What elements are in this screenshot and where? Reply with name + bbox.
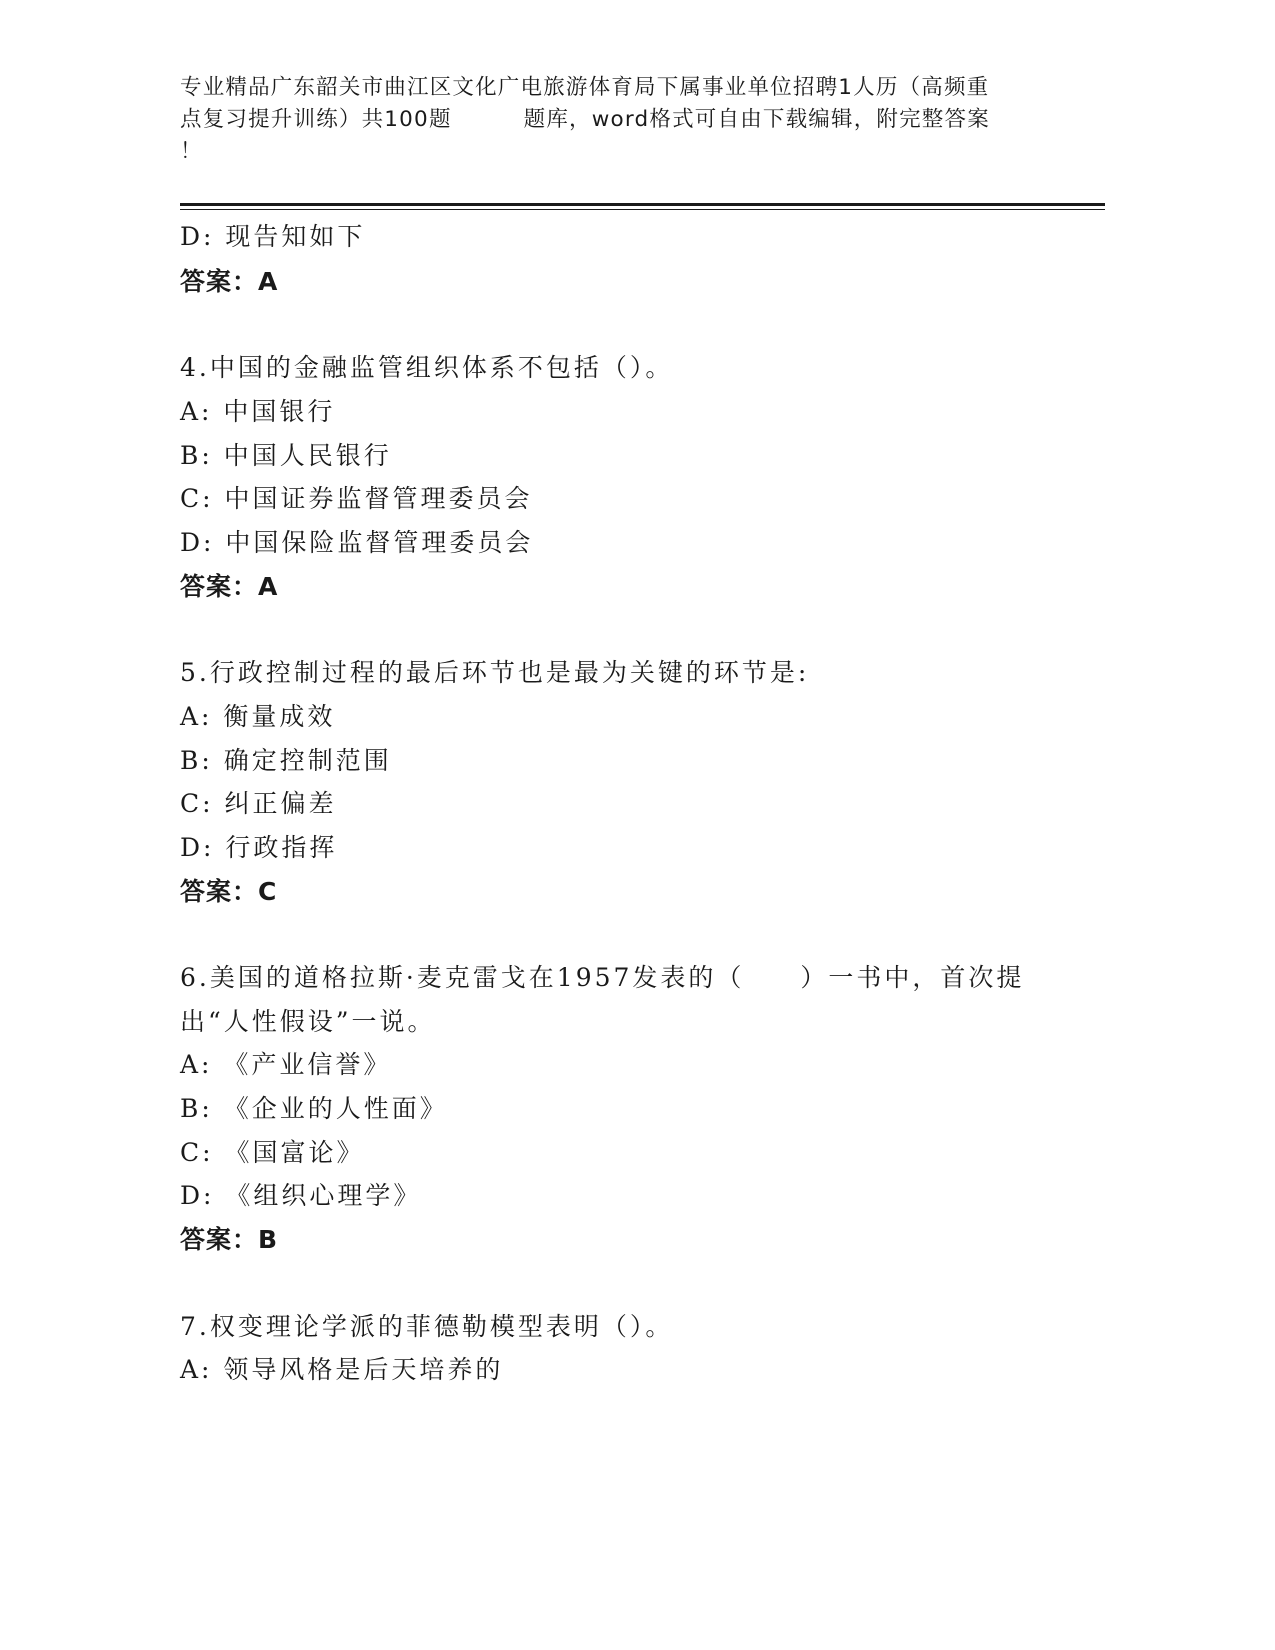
q6-answer: 答案：B: [180, 1225, 279, 1254]
q6-option-c: C: 《国富论》: [180, 1138, 365, 1167]
q5-option-b: B: 确定控制范围: [180, 746, 392, 775]
document-header: [180, 72, 1080, 168]
q4-option-c: C: 中国证券监督管理委员会: [180, 484, 533, 513]
header-line-3: ！: [180, 139, 203, 164]
q6-option-a: A: 《产业信誉》: [180, 1050, 392, 1079]
header-divider-thin: [180, 209, 1105, 210]
q6-question-line-1: 6.美国的道格拉斯·麦克雷戈在1957发表的（ ）一书中，首次提: [180, 963, 1025, 992]
q7-question: 7.权变理论学派的菲德勒模型表明（）。: [180, 1312, 674, 1341]
q5-option-d: D: 行政指挥: [180, 833, 338, 862]
header-line-2: [180, 104, 1080, 136]
q4-option-a: A: 中国银行: [180, 397, 336, 426]
header-line-1: 专业精品广东韶关市曲江区文化广电旅游体育局下属事业单位招聘1人历（高频重: [180, 75, 990, 100]
q6-option-d: D: 《组织心理学》: [180, 1181, 422, 1210]
header-divider-thick: [180, 203, 1105, 206]
q6-option-b: B: 《企业的人性面》: [180, 1094, 448, 1123]
q5-option-a: A: 衡量成效: [180, 702, 336, 731]
q5-answer: 答案：C: [180, 877, 278, 906]
q3-answer: 答案：A: [180, 267, 279, 296]
q5-question: 5.行政控制过程的最后环节也是最为关键的环节是:: [180, 658, 810, 687]
header-line-2-part-1: 点复习提升训练）共100题: [180, 107, 452, 132]
header-line-2-part-2: 题库，word格式可自由下载编辑，附完整答案: [523, 107, 990, 132]
q6-question-line-2: 出“人性假设”一说。: [180, 1007, 436, 1036]
q4-answer: 答案：A: [180, 572, 279, 601]
q3-option-d: D: 现告知如下: [180, 222, 366, 251]
q7-option-a: A: 领导风格是后天培养的: [180, 1355, 504, 1384]
q5-option-c: C: 纠正偏差: [180, 789, 337, 818]
q4-question: 4.中国的金融监管组织体系不包括（）。: [180, 353, 674, 382]
q4-option-d: D: 中国保险监督管理委员会: [180, 528, 534, 557]
q4-option-b: B: 中国人民银行: [180, 441, 392, 470]
